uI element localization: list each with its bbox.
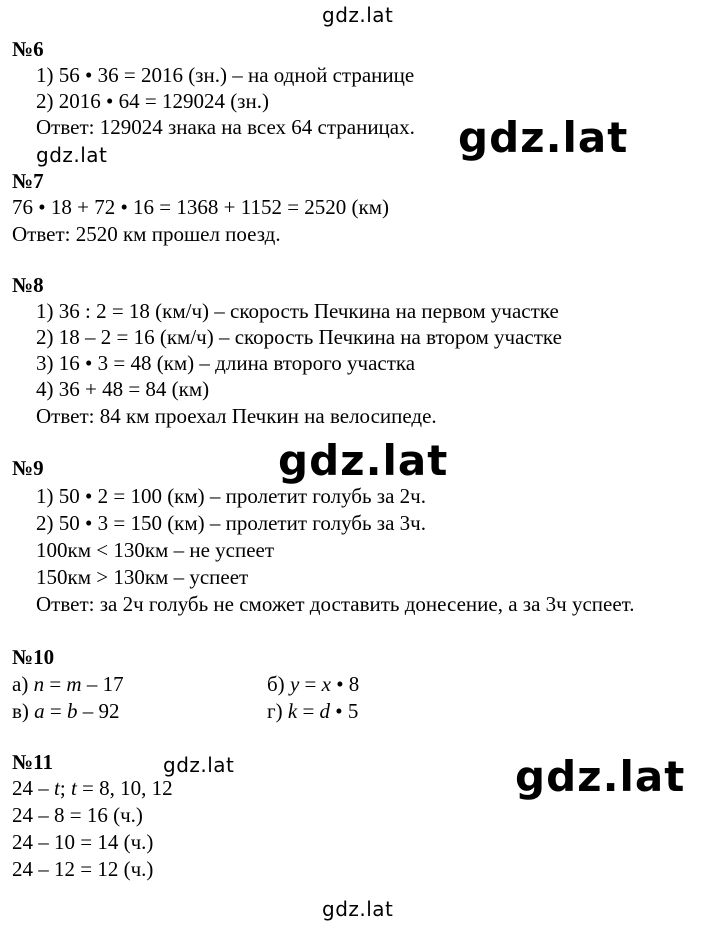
problem-heading: №7 <box>12 169 44 193</box>
variable: k <box>287 699 298 723</box>
problem-heading: №6 <box>12 37 44 61</box>
watermark: gdz.lat <box>515 752 686 801</box>
answer-line: Ответ: 129024 знака на всех 64 страницах. <box>36 115 415 139</box>
item-label: г) <box>267 699 288 723</box>
variable: t <box>70 776 77 800</box>
answer-line: Ответ: 84 км проехал Печкин на велосипеде. <box>36 404 437 428</box>
problem-heading: №10 <box>12 645 55 669</box>
solution-line: 24 – 12 = 12 (ч.) <box>12 857 154 881</box>
solution-line: 150км > 130км – успеет <box>36 565 249 589</box>
expression-v <box>12 699 120 723</box>
watermark: gdz.lat <box>278 436 449 485</box>
variable: b <box>67 699 78 723</box>
problem-heading: №8 <box>12 273 44 297</box>
answer-line: Ответ: 2520 км прошел поезд. <box>12 222 281 246</box>
expression-part: = 8, 10, 12 <box>76 776 173 800</box>
operator: = <box>44 672 67 696</box>
variable: a <box>34 699 45 723</box>
expression-rest: • 5 <box>330 699 359 723</box>
watermark: gdz.lat <box>322 897 394 921</box>
solution-line: 2) 18 – 2 = 16 (км/ч) – скорость Печкина на втором участке <box>36 325 562 349</box>
solution-line: 3) 16 • 3 = 48 (км) – длина второго участка <box>36 351 416 375</box>
item-label: в) <box>12 699 35 723</box>
solution-line: 24 – 10 = 14 (ч.) <box>12 830 154 854</box>
operator: = <box>297 699 320 723</box>
expression-part: 24 – <box>12 776 54 800</box>
expression-rest: – 92 <box>77 699 120 723</box>
expression-a <box>12 672 124 696</box>
answer-line: Ответ: за 2ч голубь не сможет доставить донесение, а за 3ч успеет. <box>36 592 635 616</box>
variable: d <box>319 699 331 723</box>
item-label: б) <box>267 672 290 696</box>
expression-g <box>267 699 358 723</box>
watermark: gdz.lat <box>322 3 394 27</box>
watermark: gdz.lat <box>163 753 235 777</box>
solution-line <box>12 776 173 800</box>
variable: m <box>66 672 82 696</box>
item-label: а) <box>12 672 34 696</box>
problem-heading: №11 <box>12 750 53 774</box>
operator: = <box>44 699 68 723</box>
variable: n <box>33 672 45 696</box>
expression-b <box>267 672 359 696</box>
variable: x <box>321 672 331 696</box>
watermark: gdz.lat <box>36 143 108 167</box>
solution-line: 2) 2016 • 64 = 129024 (зн.) <box>36 89 269 113</box>
solution-line: 24 – 8 = 16 (ч.) <box>12 803 143 827</box>
solution-line: 2) 50 • 3 = 150 (км) – пролетит голубь за 3ч. <box>36 511 426 535</box>
solution-line: 1) 36 : 2 = 18 (км/ч) – скорость Печкина на первом участке <box>36 299 559 323</box>
solution-line: 76 • 18 + 72 • 16 = 1368 + 1152 = 2520 (км) <box>12 195 390 219</box>
watermark: gdz.lat <box>458 113 629 162</box>
problem-heading: №9 <box>12 456 44 480</box>
expression-part: ; <box>59 776 71 800</box>
solution-line: 4) 36 + 48 = 84 (км) <box>36 377 210 401</box>
operator: = <box>299 672 322 696</box>
solution-line: 1) 50 • 2 = 100 (км) – пролетит голубь за 2ч. <box>36 484 426 508</box>
variable: t <box>54 776 60 800</box>
expression-rest: – 17 <box>81 672 124 696</box>
solution-line: 1) 56 • 36 = 2016 (зн.) – на одной странице <box>36 63 415 87</box>
solution-line: 100км < 130км – не успеет <box>36 538 275 562</box>
variable: y <box>289 672 300 696</box>
expression-rest: • 8 <box>330 672 360 696</box>
